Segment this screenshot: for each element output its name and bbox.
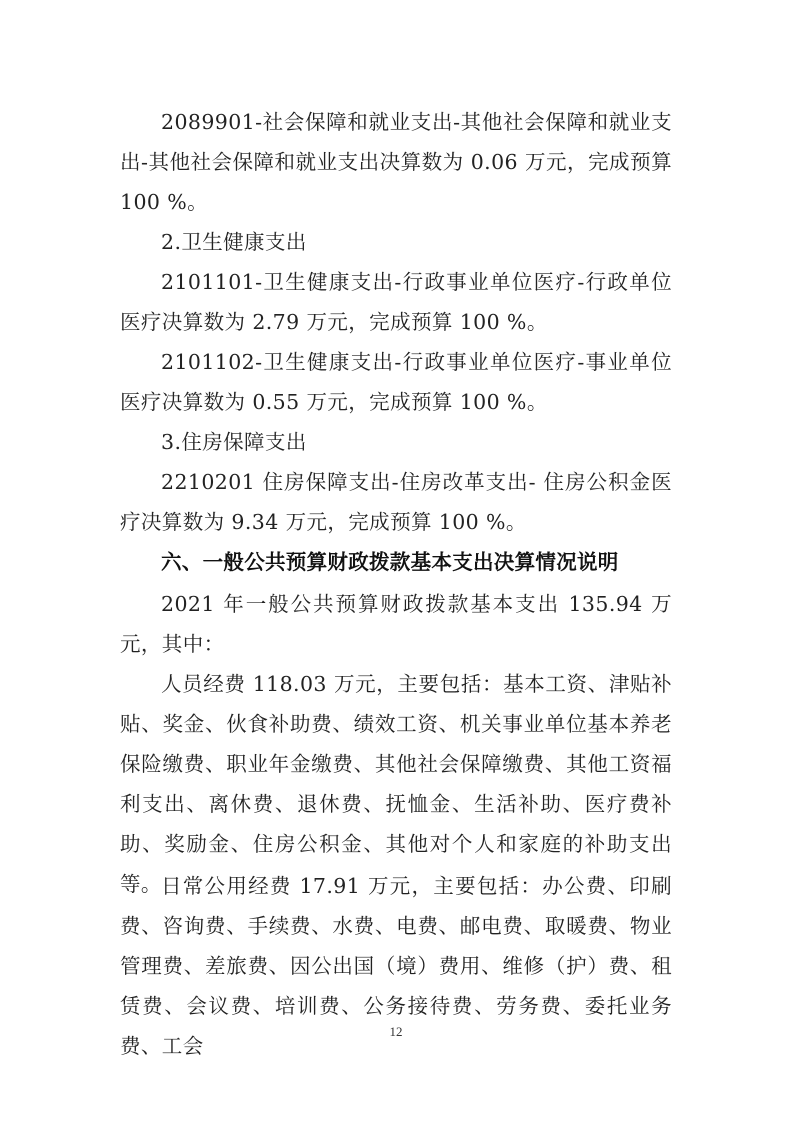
paragraph-health-public: 2101102-卫生健康支出-行政事业单位医疗-事业单位医疗决算数为 0.55 万元，完成预算 100 %。 <box>120 350 672 414</box>
paragraph-social-security: 2089901-社会保障和就业支出-其他社会保障和就业支出-其他社会保障和就业支出决算数为 0.06 万元，完成预算 100 %。 <box>120 110 672 214</box>
paragraph-housing-fund: 2210201 住房保障支出-住房改革支出- 住房公积金医疗决算数为 9.34 万元，完成预算 100 %。 <box>120 470 672 534</box>
section-health-title: 2.卫生健康支出 <box>161 230 307 254</box>
section-housing-title: 3.住房保障支出 <box>161 430 307 454</box>
paragraph-health-admin: 2101101-卫生健康支出-行政事业单位医疗-行政单位医疗决算数为 2.79 万元，完成预算 100 %。 <box>120 270 672 334</box>
page-number: 12 <box>389 1024 403 1039</box>
paragraph-basic-expenditure-total: 2021 年一般公共预算财政拨款基本支出 135.94 万元，其中： <box>120 592 672 656</box>
paragraph-personnel-expenses: 人员经费 118.03 万元，主要包括：基本工资、津贴补贴、奖金、伙食补助费、绩效工资、机关事业单位基本养老保险缴费、职业年金缴费、其他社会保障缴费、其他工资福利支出、离休费、退休费、抚恤金、生活补助、医疗费补助、奖励金、住房公积金、其他对个人和家庭的补助支出等。 <box>120 672 672 896</box>
section-heading-basic-expenditure: 六、一般公共预算财政拨款基本支出决算情况说明 <box>161 550 619 574</box>
paragraph-public-expenses: 日常公用经费 17.91 万元，主要包括：办公费、印刷费、咨询费、手续费、水费、电费、邮电费、取暖费、物业管理费、差旅费、因公出国（境）费用、维修（护）费、租赁费、会议费、培训费、公务接待费、劳务费、委托业务费、工会 <box>120 874 672 1058</box>
